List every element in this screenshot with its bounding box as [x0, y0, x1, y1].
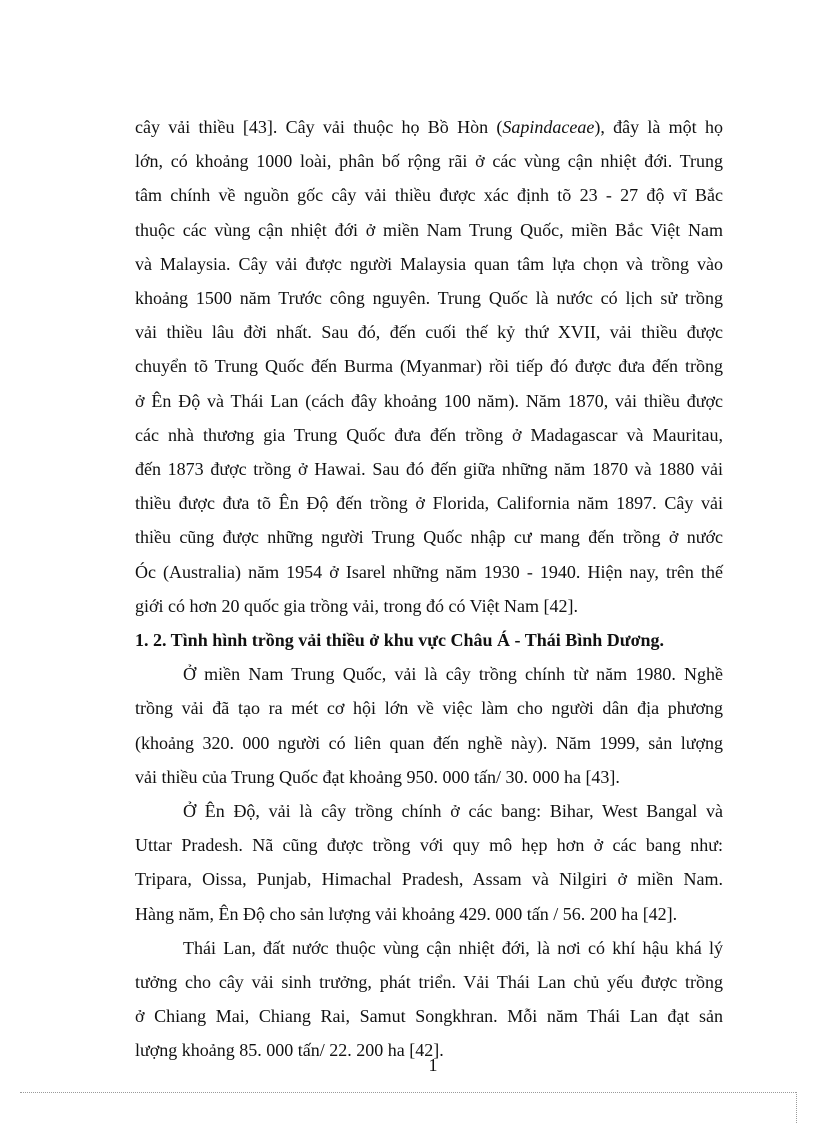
text-line: các nhà thương gia Trung Quốc đưa đến trồng ở Madagascar và Mauritau,	[135, 424, 723, 445]
text-line: thiều được đưa tõ Ên Độ đến trồng ở Florida, California năm 1897. Cây vải	[135, 493, 723, 514]
body-text	[135, 110, 723, 1068]
text-line: lớn, có khoảng 1000 loài, phân bố rộng rãi ở các vùng cận nhiệt đới. Trung	[135, 151, 723, 172]
text-line: chuyển tõ Trung Quốc đến Burma (Myanmar) rồi tiếp đó được đưa đến trồng	[135, 356, 723, 377]
text-line: ở Chiang Mai, Chiang Rai, Samut Songkhran. Mỗi năm Thái Lan đạt sản	[135, 1006, 723, 1027]
paragraph-history	[135, 110, 723, 623]
paragraph-india	[135, 794, 723, 931]
text-line: Tripara, Oissa, Punjab, Himachal Pradesh, Assam và Nilgiri ở miền Nam.	[135, 869, 723, 890]
text-line: cây vải thiều [43]. Cây vải thuộc họ Bồ Hòn (Sapindaceae), đây là một họ	[135, 117, 723, 137]
text-line: vải thiều của Trung Quốc đạt khoảng 950. 000 tấn/ 30. 000 ha [43].	[135, 766, 620, 787]
text-line: thuộc các vùng cận nhiệt đới ở miền Nam Trung Quốc, miền Bắc Việt Nam	[135, 219, 723, 240]
section-heading: 1. 2. Tình hình trồng vải thiều ở khu vực Châu Á - Thái Bình Dương.	[135, 630, 665, 651]
latin-family-name: Sapindaceae	[502, 117, 595, 137]
text-line: ở Ên Độ và Thái Lan (cách đây khoảng 100 năm). Năm 1870, vải thiều được	[135, 390, 723, 411]
text-line: Thái Lan, đất nước thuộc vùng cận nhiệt đới, là nơi có khí hậu khá lý	[183, 937, 723, 958]
text-line: (khoảng 320. 000 người có liên quan đến nghề này). Năm 1999, sản lượng	[135, 732, 723, 753]
text-line: Hàng năm, Ên Độ cho sản lượng vải khoảng 429. 000 tấn / 56. 200 ha [42].	[135, 903, 678, 924]
text-line: Ở Ên Độ, vải là cây trồng chính ở các bang: Bihar, West Bangal và	[183, 801, 723, 822]
paragraph-thailand	[135, 931, 723, 1068]
text-line: Ở miền Nam Trung Quốc, vải là cây trồng chính từ năm 1980. Nghề	[183, 664, 723, 685]
footer-divider	[20, 1092, 796, 1093]
text-line: và Malaysia. Cây vải được người Malaysia quan tâm lựa chọn và trồng vào	[135, 253, 723, 274]
text-line: lượng khoảng 85. 000 tấn/ 22. 200 ha [42].	[135, 1040, 444, 1061]
text-line: thiều cũng được những người Trung Quốc nhập cư mang đến trồng ở nước	[135, 527, 723, 548]
paragraph-china	[135, 657, 723, 794]
page-number: 1	[428, 1055, 438, 1075]
text-line: Uttar Pradesh. Nã cũng được trồng với quy mô hẹp hơn ở các bang như:	[135, 835, 723, 856]
text-line: trồng vải đã tạo ra mét cơ hội lớn về việc làm cho người dân địa phương	[135, 698, 723, 719]
text-line: vải thiều lâu đời nhất. Sau đó, đến cuối thế kỷ thứ XVII, vải thiều được	[135, 322, 723, 343]
text-line: khoảng 1500 năm Trước công nguyên. Trung Quốc là nước có lịch sử trồng	[135, 288, 723, 309]
text-line: tưởng cho cây vải sinh trưởng, phát triển. Vải Thái Lan chủ yếu được trồng	[135, 972, 723, 993]
text-line: Óc (Australia) năm 1954 ở Isarel những năm 1930 - 1940. Hiện nay, trên thế	[135, 561, 723, 582]
text-line: tâm chính về nguồn gốc cây vải thiều được xác định tõ 23 - 27 độ vĩ Bắc	[135, 185, 723, 206]
text-line: đến 1873 được trồng ở Hawai. Sau đó đến giữa những năm 1870 và 1880 vải	[135, 459, 723, 480]
footer-divider-vertical	[796, 1092, 797, 1123]
text-line: giới có hơn 20 quốc gia trồng vải, trong đó có Việt Nam [42].	[135, 595, 579, 616]
